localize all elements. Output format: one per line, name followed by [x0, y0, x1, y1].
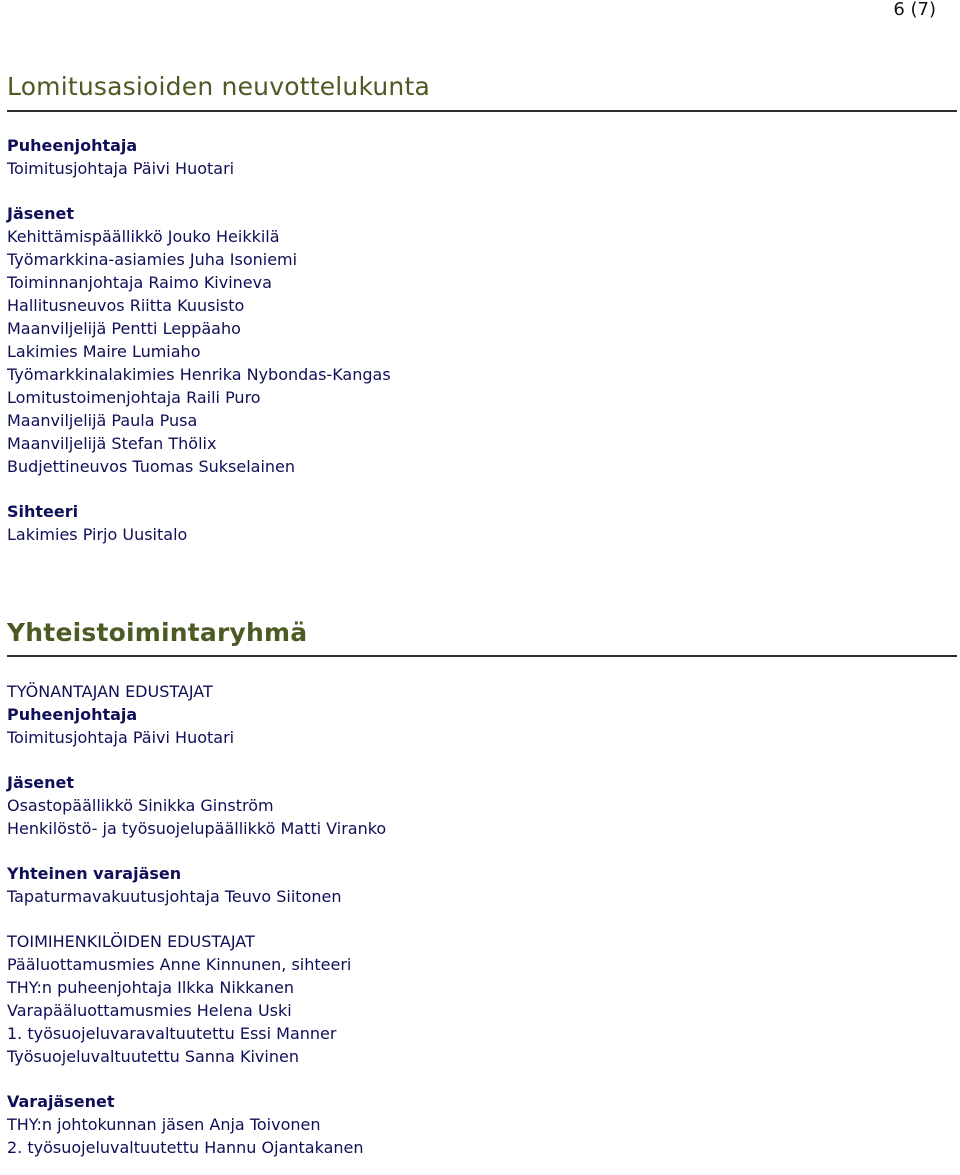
members-label: Jäsenet	[7, 773, 75, 792]
section-divider	[7, 655, 957, 657]
section-title-neuvottelukunta: Lomitusasioiden neuvottelukunta	[7, 72, 430, 101]
deputy-item: 2. työsuojeluvaltuutettu Hannu Ojantakanen	[7, 1138, 364, 1157]
member-item: Maanviljelijä Stefan Thölix	[7, 434, 217, 453]
staff-member-item: Varapääluottamusmies Helena Uski	[7, 1001, 292, 1020]
section-title-yhteistoimintaryhma: Yhteistoimintaryhmä	[7, 618, 308, 647]
section-body-neuvottelukunta	[7, 134, 391, 546]
members-label: Jäsenet	[7, 204, 75, 223]
member-item: Lakimies Maire Lumiaho	[7, 342, 201, 361]
member-item: Työmarkkinalakimies Henrika Nybondas-Kangas	[7, 365, 391, 384]
page-number: 6 (7)	[893, 0, 936, 20]
section-divider	[7, 110, 957, 112]
chair-name: Toimitusjohtaja Päivi Huotari	[7, 728, 235, 747]
member-item: Maanviljelijä Paula Pusa	[7, 411, 198, 430]
secretary-label: Sihteeri	[7, 502, 79, 521]
secretary-name: Lakimies Pirjo Uusitalo	[7, 525, 188, 544]
member-item: Hallitusneuvos Riitta Kuusisto	[7, 296, 245, 315]
member-item: Maanviljelijä Pentti Leppäaho	[7, 319, 241, 338]
member-item: Työmarkkina-asiamies Juha Isoniemi	[7, 250, 298, 269]
member-item: Henkilöstö- ja työsuojelupäällikkö Matti Viranko	[7, 819, 387, 838]
member-item: Lomitustoimenjohtaja Raili Puro	[7, 388, 261, 407]
staff-member-item: THY:n puheenjohtaja Ilkka Nikkanen	[7, 978, 295, 997]
member-item: Budjettineuvos Tuomas Sukselainen	[7, 457, 296, 476]
deputy-item: THY:n johtokunnan jäsen Anja Toivonen	[7, 1115, 321, 1134]
employer-heading: TYÖNANTAJAN EDUSTAJAT	[7, 682, 213, 701]
deputies-label: Varajäsenet	[7, 1092, 115, 1111]
chair-name: Toimitusjohtaja Päivi Huotari	[7, 159, 235, 178]
staff-heading: TOIMIHENKILÖIDEN EDUSTAJAT	[7, 932, 255, 951]
staff-member-item: 1. työsuojeluvaravaltuutettu Essi Manner	[7, 1024, 337, 1043]
member-item: Toiminnanjohtaja Raimo Kivineva	[7, 273, 272, 292]
member-item: Kehittämispäällikkö Jouko Heikkilä	[7, 227, 280, 246]
common-deputy-name: Tapaturmavakuutusjohtaja Teuvo Siitonen	[7, 887, 342, 906]
chair-label: Puheenjohtaja	[7, 136, 138, 155]
chair-label: Puheenjohtaja	[7, 705, 138, 724]
staff-member-item: Pääluottamusmies Anne Kinnunen, sihteeri	[7, 955, 352, 974]
member-item: Osastopäällikkö Sinikka Ginström	[7, 796, 274, 815]
staff-member-item: Työsuojeluvaltuutettu Sanna Kivinen	[7, 1047, 299, 1066]
common-deputy-label: Yhteinen varajäsen	[7, 864, 182, 883]
section-body-yhteistoimintaryhma	[7, 680, 386, 1159]
